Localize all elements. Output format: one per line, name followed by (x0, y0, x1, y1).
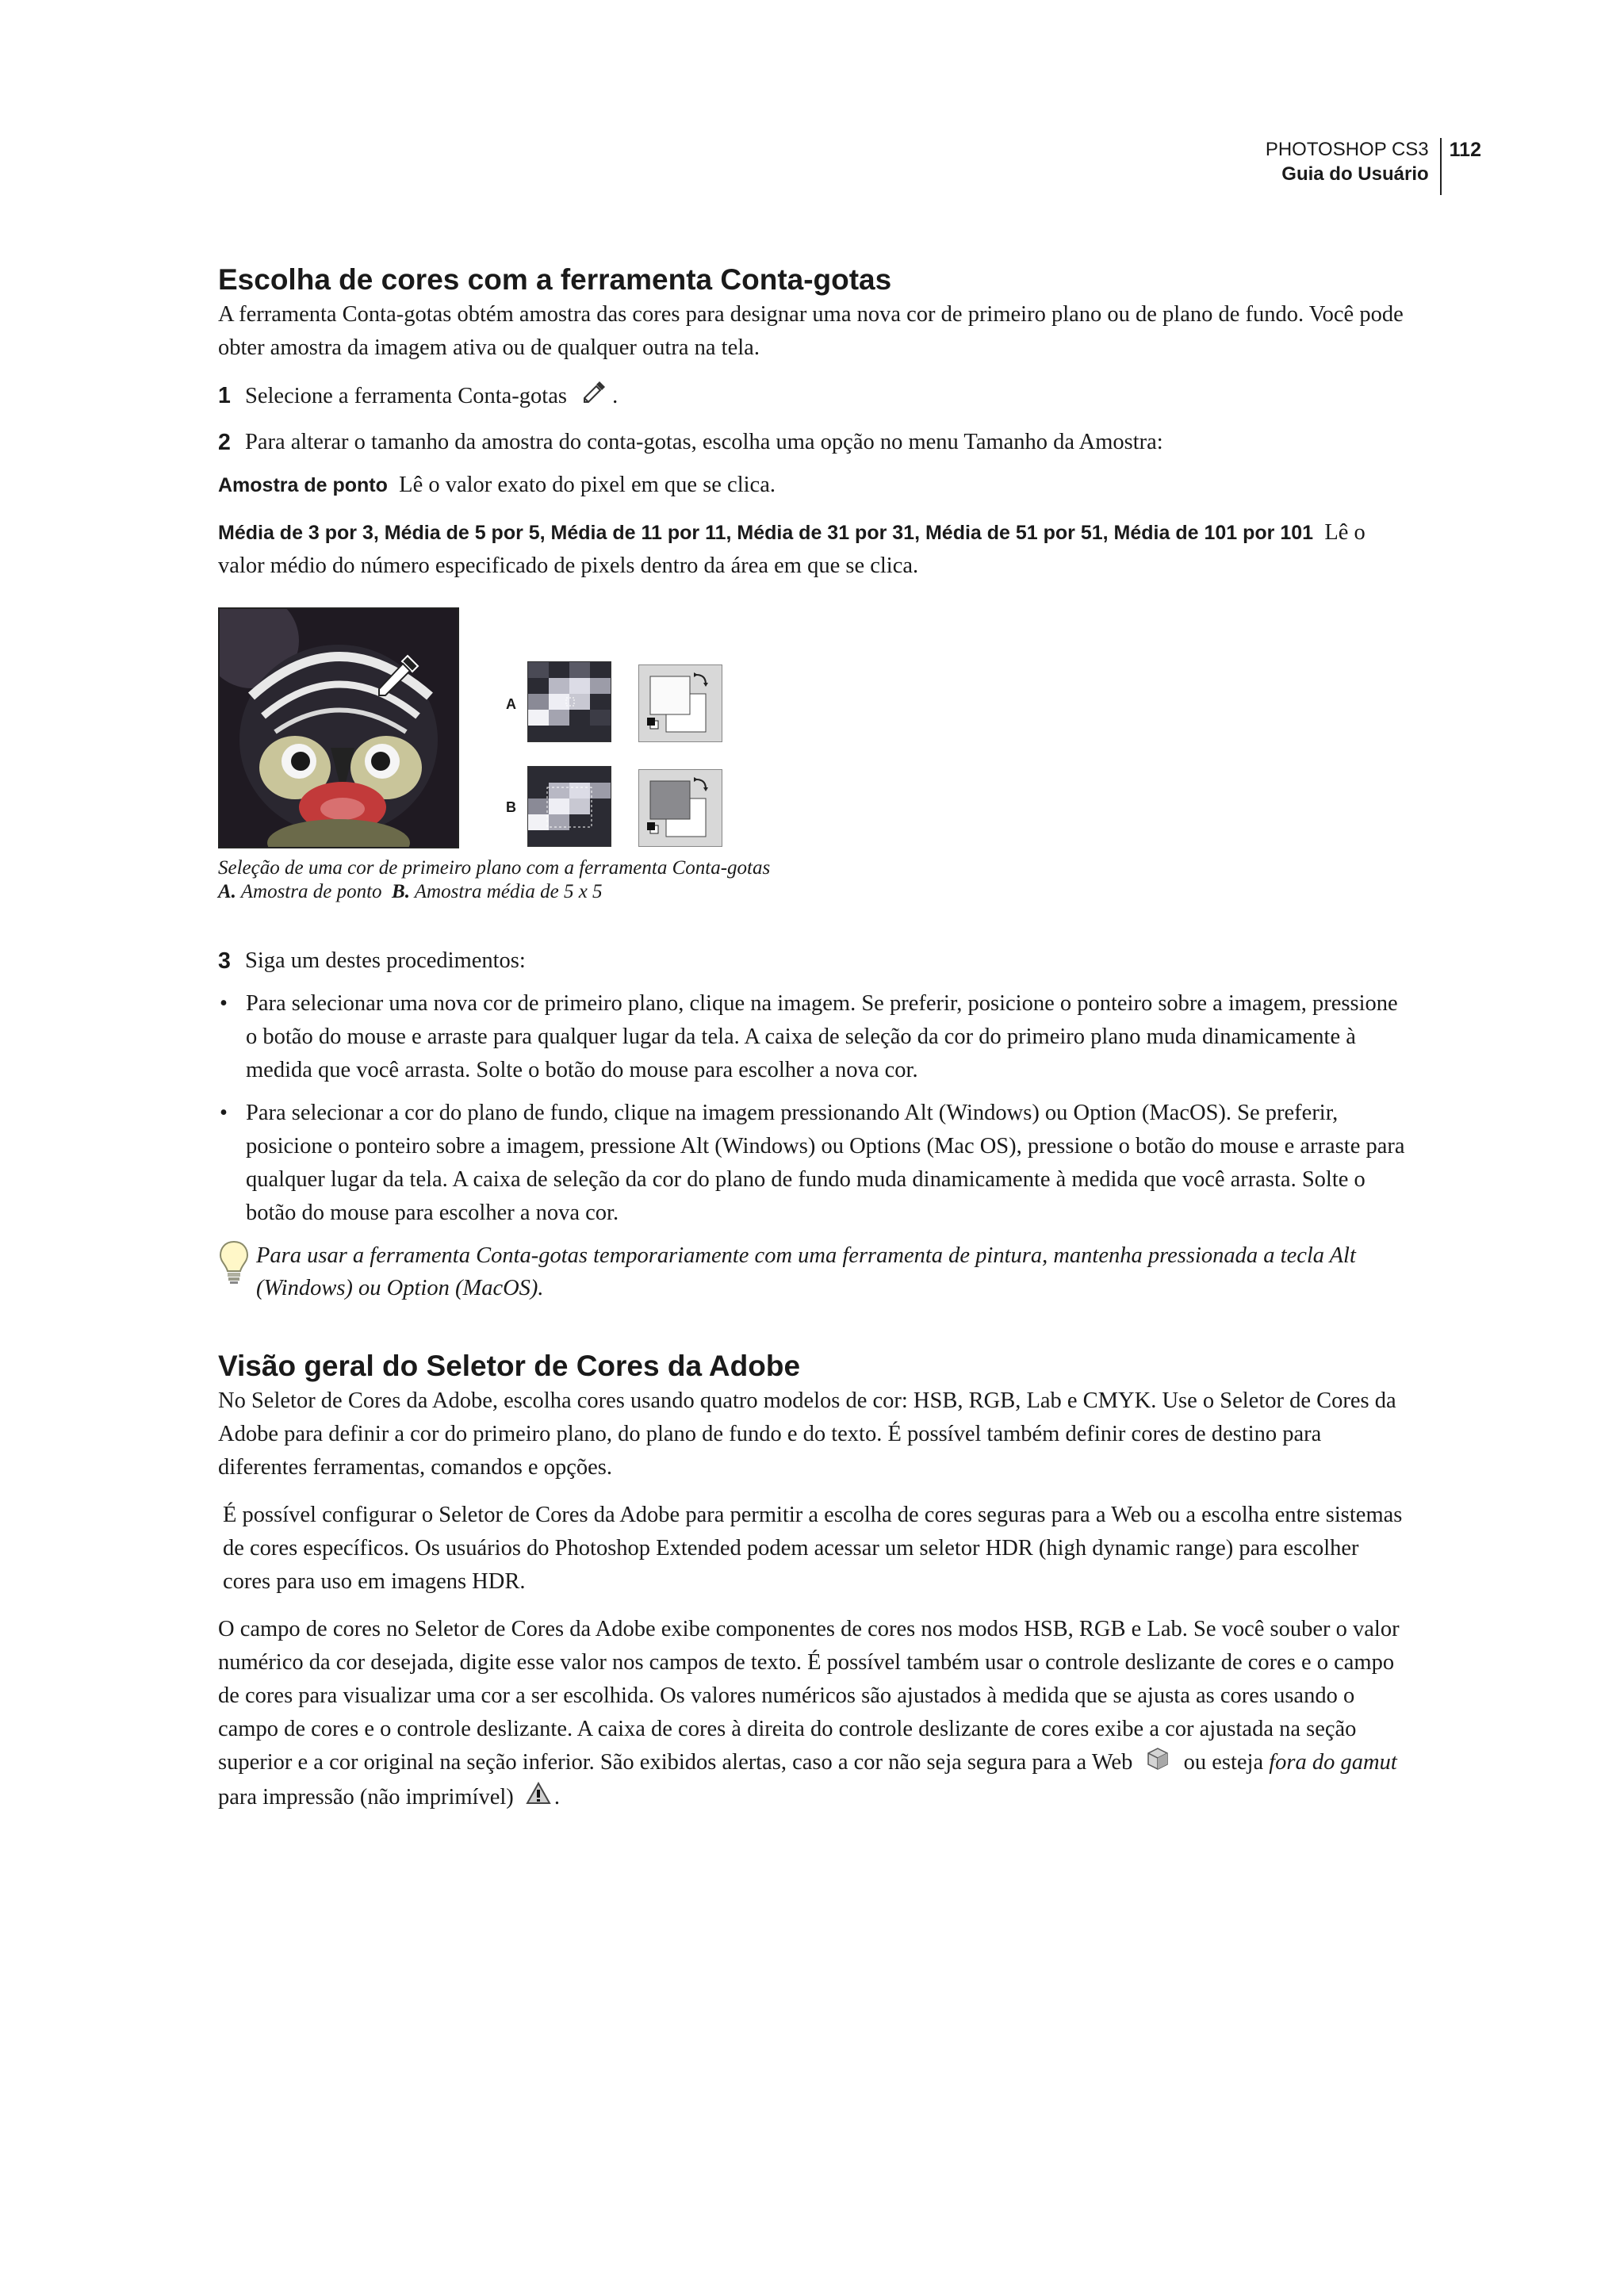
section-color-picker (218, 1348, 1408, 1816)
bullet-text: Para selecionar uma nova cor de primeiro plano, clique na imagem. Se preferir, posicione o ponteiro sobre a imagem, pressione o botão do mouse e arraste para qualquer lugar da tela. A caixa de seleção da cor do primeiro plano muda dinamicamente à medida que você arrasta. Solte o botão do mouse para escolher a nova cor. (246, 991, 1398, 1082)
caption-b-text: Amostra média de 5 x 5 (414, 881, 603, 902)
figure-label-b: B (506, 799, 516, 815)
option-point-sample (218, 469, 1408, 502)
eyedropper-figure (218, 607, 773, 853)
step-3-block (218, 944, 1408, 1304)
option-description: Lê o valor exato do pixel em que se clica. (399, 473, 776, 497)
bullet-text: Para selecionar a cor do plano de fundo, clique na imagem pressionando Alt (Windows) ou Option (MacOS). Se preferir, posicione o ponteiro sobre a imagem, pressione Alt (Windows) ou Options (Mac OS), pressione o botão do mouse e arraste para qualquer lugar da tela. A caixa de seleção da cor do plano de fundo muda dinamicamente à medida que você arrasta. Solte o botão do mouse para escolher a nova cor. (246, 1101, 1405, 1225)
running-header (1266, 138, 1481, 195)
caption-line-2 (218, 880, 1408, 904)
step-text: Siga um destes procedimentos: (245, 948, 526, 973)
caption-b-letter: B. (392, 881, 410, 902)
step-1 (218, 379, 1408, 416)
paragraph: No Seletor de Cores da Adobe, escolha cores usando quatro modelos de cor: HSB, RGB, Lab e CMYK. Use o Seletor de Cores da Adobe para definir a cor do primeiro plano, do plano de fundo e do texto. É possível também definir cores de destino para diferentes ferramentas, comandos e opções. (218, 1388, 1396, 1480)
paragraph: É possível configurar o Seletor de Cores da Adobe para permitir a escolha de cores seguras para a Web ou a escolha entre sistemas de cores específicos. Os usuários do Photoshop Extended podem acessar um seletor HDR (high dynamic range) para escolher cores para uso em imagens HDR. (223, 1503, 1403, 1594)
sample-a-zoom (527, 661, 611, 742)
step-text (245, 379, 618, 416)
swap-arrows-icon (694, 777, 708, 791)
header-title-block (1266, 138, 1442, 195)
option-term: Média de 3 por 3, Média de 5 por 5, Média de 11 por 11, Média de 31 por 31, Média de 51 por 51, Média de 101 por 101 (218, 522, 1314, 544)
paragraph-text: ou esteja (1183, 1750, 1264, 1775)
option-description: Lê o valor médio do número especificado de pixels dentro da área em que se clica. (218, 520, 1365, 578)
option-term: Amostra de ponto (218, 474, 388, 496)
header-product: PHOTOSHOP CS3 (1265, 139, 1429, 160)
paragraph-text: para impressão (não imprimível) (218, 1784, 514, 1810)
eyedropper-cursor-icon (374, 653, 422, 700)
bullet-item (218, 987, 1408, 1087)
step-number: 1 (218, 383, 231, 408)
figure-caption (218, 856, 1408, 904)
step-text: Para alterar o tamanho da amostra do conta-gotas, escolha uma opção no menu Tamanho da Amostra: (245, 430, 1163, 454)
color-swatch-panel-a (638, 664, 722, 742)
out-of-gamut-warning-icon (526, 1782, 551, 1816)
option-average-sample (218, 516, 1408, 583)
web-safe-cube-icon (1146, 1747, 1170, 1781)
section-eyedropper (218, 262, 1408, 583)
lightbulb-icon (218, 1239, 256, 1304)
step-number: 3 (218, 948, 231, 974)
step-1-period: . (612, 384, 619, 409)
caption-line-1: Seleção de uma cor de primeiro plano com a ferramenta Conta-gotas (218, 857, 771, 879)
step-number: 2 (218, 430, 231, 455)
tip-note (218, 1239, 1408, 1304)
step-3 (218, 944, 1408, 978)
paragraph (218, 1613, 1408, 1816)
bullet-mark: • (220, 1101, 228, 1125)
bullet-item (218, 1097, 1408, 1230)
page-number: 112 (1449, 139, 1481, 161)
gamut-term: fora do gamut (1269, 1750, 1397, 1775)
step-1-label: Selecione a ferramenta Conta-gotas (245, 384, 567, 409)
figure-label-a: A (506, 696, 516, 712)
color-swatch-panel-b (638, 769, 722, 847)
sample-b-zoom (527, 766, 611, 847)
bullet-mark: • (220, 991, 228, 1016)
paragraph-text: O campo de cores no Seletor de Cores da Adobe exibe componentes de cores nos modos HSB, RGB e Lab. Se você souber o valor numérico da cor desejada, digite esse valor nos campos de texto. É possível também usar o controle deslizante de cores e o campo de cores para visualizar uma cor a ser escolhida. Os valores numéricos são ajustados à medida que se ajusta as cores usando o campo de cores e o controle deslizante. A caixa de cores à direita do controle deslizante de cores exibe a cor ajustada na seção superior e a cor original na seção inferior. São exibidos alertas, caso a cor não seja segura para a Web (218, 1617, 1400, 1775)
caption-a-text: Amostra de ponto (240, 881, 382, 902)
eyedropper-icon (580, 379, 607, 416)
header-guide: Guia do Usuário (1281, 163, 1429, 185)
section-title: Visão geral do Seletor de Cores da Adobe (218, 1350, 801, 1382)
caption-a-letter: A. (218, 881, 236, 902)
intro-paragraph: A ferramenta Conta-gotas obtém amostra das cores para designar uma nova cor de primeiro plano ou de plano de fundo. Você pode obter amostra da imagem ativa ou de qualquer outra na tela. (218, 302, 1404, 360)
paragraph-period: . (553, 1784, 561, 1810)
totem-image (218, 607, 459, 848)
tip-text: Para usar a ferramenta Conta-gotas temporariamente com uma ferramenta de pintura, mantenha pressionada a tecla Alt (Windows) ou Option (MacOS). (256, 1243, 1356, 1300)
step-2 (218, 426, 1408, 459)
swap-arrows-icon (694, 672, 708, 687)
section-title: Escolha de cores com a ferramenta Conta-gotas (218, 263, 892, 296)
